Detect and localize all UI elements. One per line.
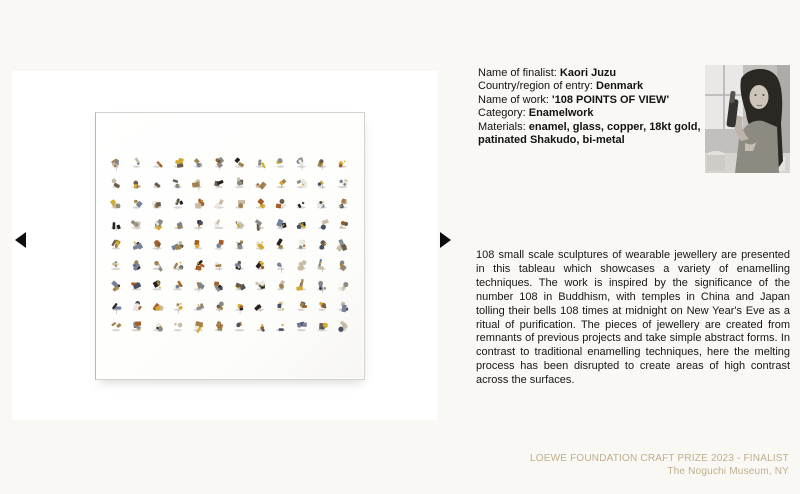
- jewellery-piece: [214, 219, 224, 229]
- jewellery-piece: [131, 220, 142, 230]
- jewellery-piece: [215, 302, 223, 312]
- jewellery-piece: [112, 179, 120, 189]
- jewellery-piece: [338, 161, 346, 168]
- info-line: [478, 67, 734, 80]
- jewellery-piece: [256, 324, 265, 332]
- jewellery-piece: [298, 301, 307, 311]
- jewellery-piece: [110, 199, 120, 208]
- jewellery-piece: [133, 157, 140, 167]
- jewellery-piece: [111, 303, 121, 314]
- info-line: [478, 107, 734, 120]
- info-value: Denmark: [596, 80, 644, 93]
- jewellery-piece: [133, 241, 144, 250]
- right-triangle-icon: [440, 232, 451, 248]
- jewellery-piece: [173, 158, 183, 168]
- jewellery-piece: [214, 180, 224, 188]
- footer-prize-line: LOEWE FOUNDATION CRAFT PRIZE 2023 - FINALIST: [529, 453, 789, 464]
- jewellery-piece: [318, 240, 326, 249]
- jewellery-piece: [173, 280, 183, 290]
- jewellery-piece: [317, 281, 327, 293]
- jewellery-piece: [194, 158, 203, 168]
- jewellery-piece: [193, 321, 203, 333]
- jewellery-piece: [276, 219, 287, 231]
- jewellery-piece: [338, 302, 348, 312]
- jewellery-piece: [215, 262, 223, 271]
- jewellery-piece: [338, 179, 349, 188]
- artwork-photo: [12, 71, 437, 420]
- jewellery-piece: [235, 221, 244, 229]
- artwork-frame: [95, 112, 365, 380]
- jewellery-piece: [153, 182, 161, 188]
- jewellery-piece: [152, 280, 161, 290]
- jewellery-piece: [152, 201, 162, 209]
- jewellery-piece: [297, 240, 307, 250]
- jewellery-piece: [338, 321, 347, 332]
- info-line: [478, 80, 734, 93]
- jewellery-piece: [153, 322, 162, 331]
- jewellery-piece: [194, 282, 205, 293]
- jewellery-piece: [256, 159, 266, 168]
- footer-venue-line: The Noguchi Museum, NY: [667, 465, 789, 477]
- jewellery-piece: [173, 179, 183, 189]
- work-description: 108 small scale sculptures of wearable jewellery are presented in this tableau which showcases a variety of enamelling techniques. The work is inspired by the significance of the number 108 in Buddhism, with temples in China and Japan tolling their bells 108 times at midnight on New Year's Eve as a ritual of purification. The pieces of jewellery are created from remnants of previous projects and take simple abstract forms. In contrast to traditional enamelling techniques, here the melting process has been disrupted to create areas of high contrast across the surfaces.: [476, 249, 790, 387]
- jewellery-piece: [276, 324, 286, 331]
- jewellery-piece: [317, 159, 326, 169]
- jewellery-piece: [317, 201, 327, 209]
- jewellery-piece: [194, 260, 205, 272]
- jewellery-piece: [192, 179, 202, 190]
- jewellery-piece: [235, 177, 244, 188]
- jewellery-piece: [215, 321, 224, 331]
- info-value: Enamelwork: [528, 107, 594, 120]
- jewellery-piece: [235, 322, 245, 332]
- jewellery-piece: [111, 222, 121, 231]
- info-label: Category:: [478, 107, 529, 120]
- jewellery-piece: [296, 279, 306, 291]
- jewellery-piece: [174, 303, 183, 314]
- jewellery-piece: [297, 202, 306, 209]
- jewellery-piece: [132, 301, 141, 311]
- jewellery-piece: [255, 280, 266, 290]
- jewellery-piece: [235, 304, 244, 314]
- jewellery-piece: [111, 280, 120, 292]
- jewellery-piece: [194, 220, 203, 231]
- jewellery-piece: [153, 161, 163, 168]
- footer: [530, 453, 789, 478]
- jewellery-piece: [277, 179, 287, 189]
- jewellery-piece: [132, 200, 142, 209]
- prev-arrow-button[interactable]: [15, 232, 29, 248]
- finalist-info: [478, 67, 734, 147]
- jewellery-piece: [297, 157, 306, 170]
- jewellery-piece: [256, 181, 267, 189]
- jewellery-piece: [277, 280, 285, 291]
- jewellery-piece: [338, 282, 349, 292]
- jewellery-piece: [318, 180, 326, 189]
- portrait-illustration: [705, 65, 790, 173]
- jewellery-piece: [111, 322, 121, 331]
- jewellery-piece: [256, 241, 265, 250]
- jewellery-piece: [111, 158, 119, 171]
- jewellery-piece: [132, 181, 141, 189]
- jewellery-piece: [194, 240, 202, 250]
- jewellery-piece: [276, 158, 284, 167]
- jewellery-piece: [153, 240, 162, 250]
- jewellery-piece: [131, 282, 141, 291]
- jewellery-piece: [215, 240, 224, 251]
- jewellery-piece: [297, 322, 307, 332]
- info-line: [478, 121, 734, 148]
- jewellery-piece: [195, 198, 205, 209]
- jewellery-piece: [111, 239, 121, 249]
- jewellery-piece: [153, 303, 164, 312]
- jewellery-piece: [235, 261, 244, 270]
- jewellery-grid: [96, 113, 364, 379]
- jewellery-piece: [277, 263, 285, 273]
- jewellery-piece: [317, 259, 326, 272]
- jewellery-piece: [336, 239, 347, 252]
- jewellery-piece: [132, 321, 142, 331]
- jewellery-piece: [173, 198, 183, 208]
- artist-portrait-photo: [705, 65, 790, 173]
- jewellery-piece: [277, 301, 285, 311]
- jewellery-piece: [173, 262, 183, 271]
- jewellery-piece: [194, 303, 204, 311]
- jewellery-piece: [133, 260, 141, 271]
- info-value: Kaori Juzu: [559, 67, 617, 79]
- info-label: Name of finalist:: [478, 67, 560, 79]
- jewellery-piece: [338, 260, 347, 271]
- info-value: '108 POINTS OF VIEW': [551, 93, 670, 106]
- jewellery-piece: [235, 200, 245, 209]
- info-label: Name of work:: [478, 93, 552, 106]
- jewellery-piece: [254, 304, 264, 312]
- jewellery-piece: [235, 240, 244, 249]
- jewellery-piece: [214, 281, 223, 292]
- info-label: Materials:: [478, 120, 529, 133]
- info-value: enamel, glass, copper, 18kt gold, patinated Shakudo, bi-metal: [478, 120, 701, 147]
- jewellery-piece: [234, 157, 244, 167]
- jewellery-piece: [255, 219, 265, 231]
- jewellery-piece: [214, 199, 224, 209]
- jewellery-piece: [318, 219, 329, 229]
- left-triangle-icon: [15, 232, 26, 248]
- jewellery-piece: [255, 261, 264, 270]
- info-line: [478, 94, 734, 107]
- jewellery-piece: [174, 222, 183, 230]
- jewellery-piece: [276, 238, 284, 250]
- jewellery-piece: [338, 199, 347, 209]
- jewellery-piece: [339, 221, 348, 229]
- jewellery-piece: [317, 323, 328, 331]
- jewellery-piece: [154, 219, 164, 231]
- info-label: Country/region of entry:: [478, 80, 597, 93]
- jewellery-piece: [215, 157, 224, 170]
- jewellery-piece: [111, 261, 121, 270]
- jewellery-piece: [174, 323, 182, 332]
- jewellery-piece: [152, 261, 162, 272]
- jewellery-piece: [235, 282, 246, 290]
- jewellery-piece: [297, 222, 306, 231]
- jewellery-piece: [297, 260, 306, 270]
- next-arrow-button[interactable]: [440, 232, 454, 248]
- jewellery-piece: [297, 178, 308, 189]
- jewellery-piece: [256, 198, 266, 208]
- jewellery-piece: [276, 199, 286, 209]
- jewellery-piece: [318, 302, 326, 311]
- jewellery-piece: [171, 241, 184, 251]
